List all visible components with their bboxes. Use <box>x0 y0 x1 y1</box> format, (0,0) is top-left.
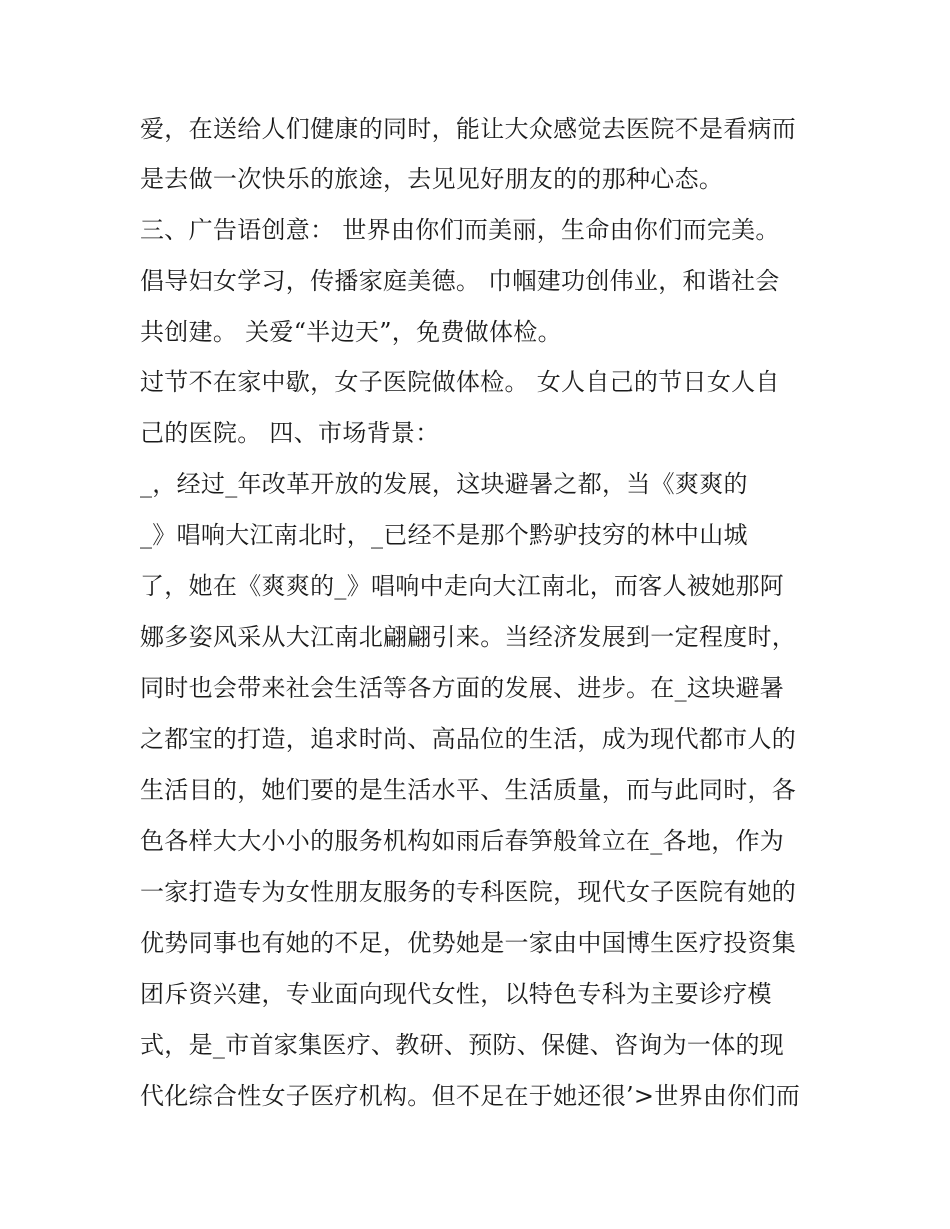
text-line-20: 代化综合性女子医疗机构。但不足在于她还很’>世界由你们而 <box>140 1082 801 1110</box>
text-line-7: 己的医院。 四、市场背景： <box>140 419 440 447</box>
text-line-3: 三、广告语创意： 世界由你们而美丽，生命由你们而完美。 <box>140 216 780 244</box>
text-line-14: 生活目的，她们要的是生活水平、生活质量，而与此同时，各 <box>140 776 797 804</box>
text-line-17: 优势同事也有她的不足，优势她是一家由中国博生医疗投资集 <box>140 929 797 957</box>
text-line-9: _》唱响大江南北时，_已经不是那个黔驴技穷的林中山城 <box>140 521 748 549</box>
text-line-15: 色各样大大小小的服务机构如雨后春笋般耸立在_各地，作为 <box>140 827 785 855</box>
text-line-6: 过节不在家中歇，女子医院做体检。 女人自己的节日女人自 <box>140 368 780 396</box>
text-line-10: 了，她在《爽爽的_》唱响中走向大江南北，而客人被她那阿 <box>140 572 785 600</box>
text-line-16: 一家打造专为女性朋友服务的专科医院，现代女子医院有她的 <box>140 878 797 906</box>
text-line-19: 式，是_市首家集医疗、教研、预防、保健、咨询为一体的现 <box>140 1031 785 1059</box>
text-line-1: 爱，在送给人们健康的同时，能让大众感觉去医院不是看病而 <box>140 115 797 143</box>
text-line-8: _，经过_年改革开放的发展，这块避暑之都，当《爽爽的 <box>140 470 748 498</box>
text-line-5: 共创建。 关爱“半边天”，免费做体检。 <box>140 318 562 346</box>
text-line-4: 倡导妇女学习，传播家庭美德。 巾帼建功创伟业，和谐社会 <box>140 267 780 295</box>
text-line-12: 同时也会带来社会生活等各方面的发展、进步。在_这块避暑 <box>140 674 785 702</box>
text-line-11: 娜多姿风采从大江南北翩翩引来。当经济发展到一定程度时， <box>140 623 797 651</box>
text-line-13: 之都宝的打造，追求时尚、高品位的生活，成为现代都市人的 <box>140 725 797 753</box>
text-line-18: 团斥资兴建，专业面向现代女性，以特色专科为主要诊疗模 <box>140 980 772 1008</box>
text-line-2: 是去做一次快乐的旅途，去见见好朋友的的那种心态。 <box>140 165 724 193</box>
